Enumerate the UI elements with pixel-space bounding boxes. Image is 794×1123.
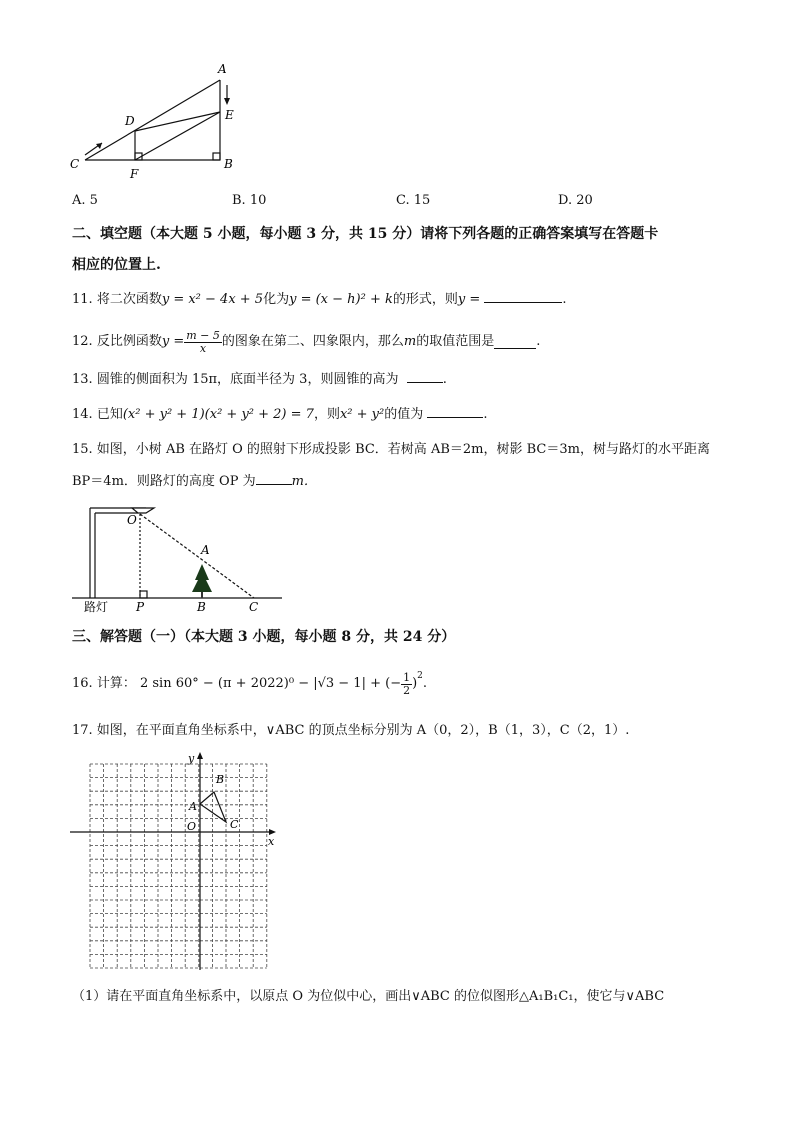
streetlight-figure: [72, 500, 287, 620]
choice-a: A. 5: [72, 193, 98, 208]
label-E: E: [225, 108, 234, 122]
point-B-label: B: [216, 773, 225, 786]
tree-icon: [192, 564, 212, 592]
answer-blank[interactable]: [494, 336, 536, 349]
coordinate-grid: [68, 748, 283, 973]
axis-x-label: x: [268, 835, 275, 848]
answer-blank[interactable]: [484, 290, 562, 303]
question-15-line1: 15. 如图，小树 AB 在路灯 O 的照射下形成投影 BC．若树高 AB＝2m，树影 BC＝3m，树与路灯的水平距离: [72, 442, 710, 457]
section2-heading-line2: 相应的位置上.: [72, 257, 161, 273]
origin-label: O: [187, 820, 197, 833]
label-F: F: [130, 167, 139, 181]
answer-blank[interactable]: [407, 370, 443, 383]
question-12: 12. 反比例函数 y = $\frac{m - 5}{x}$ 的图象在第二、四象限内，那么 m 的取值范围是 .: [72, 328, 541, 355]
choice-c: C. 15: [396, 193, 431, 208]
label-A: A: [218, 62, 227, 76]
answer-blank[interactable]: [256, 472, 292, 485]
question-16: 16. 计算： 2 sin 60° − (π + 2022)⁰ − |√3 − 1| + (− $\frac{1}{2}$ ) $^2$ .: [72, 670, 428, 697]
axis-y-label: y: [188, 752, 195, 765]
question-11: 11. 将二次函数y = x² − 4x + 5化为y = (x − h)² + k的形式，则y = .: [72, 292, 567, 307]
point-C-label: C: [230, 818, 239, 831]
choice-d: D. 20: [558, 193, 593, 208]
section2-heading-line1: 二、填空题（本大题 5 小题，每小题 3 分，共 15 分）请将下列各题的正确答案填写在答题卡: [72, 226, 659, 242]
answer-blank[interactable]: [427, 405, 483, 418]
label-D: D: [125, 114, 135, 128]
question-14: 14. 已知(x² + y² + 1)(x² + y² + 2) = 7，则x² + y²的值为 .: [72, 407, 488, 422]
question-17-part1: （1）请在平面直角坐标系中，以原点 O 为位似中心，画出∨ABC 的位似图形△A₁B₁C₁，使它与∨ABC: [72, 989, 665, 1004]
triangle-figure: [60, 55, 260, 185]
label-C: C: [70, 157, 80, 171]
choice-b: B. 10: [232, 193, 267, 208]
question-17: 17. 如图，在平面直角坐标系中，∨ABC 的顶点坐标分别为 A（0，2），B（1，3），C（2，1）.: [72, 723, 630, 738]
label-B: B: [224, 157, 233, 171]
label-O: O: [127, 513, 137, 527]
question-15-line2: BP＝4m．则路灯的高度 OP 为 m．: [72, 474, 317, 489]
label-A: A: [201, 543, 210, 557]
label-C: C: [249, 600, 259, 614]
label-P: P: [136, 600, 145, 614]
label-lamp: 路灯: [84, 600, 109, 614]
point-A-label: A: [189, 800, 197, 813]
section3-heading: 三、解答题（一）（本大题 3 小题，每小题 8 分，共 24 分）: [72, 629, 456, 645]
label-B: B: [197, 600, 206, 614]
question-13: 13. 圆锥的侧面积为 15π，底面半径为 3，则圆锥的高为 .: [72, 372, 447, 387]
